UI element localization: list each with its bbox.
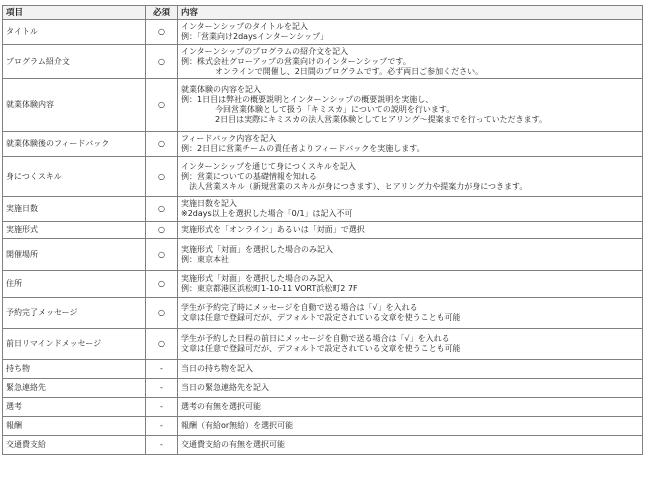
requirements-table [2, 5, 643, 455]
item-cell: 実施日数 [3, 197, 146, 222]
content-line: 実施日数を記入 [181, 199, 237, 208]
content-cell [178, 360, 643, 379]
item-cell: 前日リマインドメッセージ [3, 329, 146, 360]
content-cell [178, 329, 643, 360]
table-body [3, 20, 643, 455]
content-cell [178, 379, 643, 398]
content-cell [178, 398, 643, 417]
table-row [3, 298, 643, 329]
table-row [3, 157, 643, 197]
content-cell [178, 271, 643, 298]
table-row [3, 20, 643, 45]
table-row [3, 329, 643, 360]
content-cell [178, 79, 643, 132]
item-cell: 報酬 [3, 417, 146, 436]
required-cell: ○ [146, 45, 178, 79]
item-cell: 住所 [3, 271, 146, 298]
item-cell: 選考 [3, 398, 146, 417]
content-line: ※2days以上を選択した場合「0/1」は記入不可 [181, 209, 353, 218]
required-cell: ○ [146, 197, 178, 222]
content-cell [178, 132, 643, 157]
table-row [3, 79, 643, 132]
content-line: 報酬（有給or無給）を選択可能 [181, 421, 294, 430]
item-cell: 身につくスキル [3, 157, 146, 197]
content-line: 当日の緊急連絡先を記入 [181, 383, 269, 392]
table-row [3, 45, 643, 79]
content-line: 例：営業についての基礎情報を知れる [181, 171, 317, 181]
content-line: 実施形式「対面」を選択した場合のみ記入 [181, 244, 333, 254]
content-cell [178, 436, 643, 455]
required-cell: - [146, 379, 178, 398]
content-line: オンラインで開催し、2日間のプログラムです。必ず両日ご参加ください。 [215, 66, 484, 76]
content-line: 今回営業体験として扱う「キミスカ」についての説明を行います。 [215, 105, 455, 114]
content-line: 例：1日目は弊社の概要説明とインターンシップの概要説明を実施し、 [181, 95, 434, 104]
content-line: 選考の有無を選択可能 [181, 402, 261, 411]
content-line: インターンシップを通じて身につくスキルを記入 [181, 161, 356, 171]
table-row [3, 197, 643, 222]
content-line: 学生が予約した日程の前日にメッセージを自動で送る場合は「√」を入れる [181, 334, 450, 343]
required-cell: ○ [146, 298, 178, 329]
required-cell: - [146, 360, 178, 379]
table-row [3, 239, 643, 271]
item-cell: 緊急連絡先 [3, 379, 146, 398]
content-line: インターンシップのプログラムの紹介文を記入 [181, 46, 349, 56]
required-cell: ○ [146, 329, 178, 360]
content-line: 法人営業スキル（新規営業のスキルが身につきます）、ヒアリング力や提案力が身につきます。 [189, 181, 528, 191]
content-cell [178, 45, 643, 79]
required-cell: - [146, 398, 178, 417]
required-cell: ○ [146, 239, 178, 271]
content-line: 就業体験の内容を記入 [181, 85, 261, 94]
item-cell: 就業体験後のフィードバック [3, 132, 146, 157]
item-cell: 実施形式 [3, 222, 146, 239]
content-line: フィードバック内容を記入 [181, 134, 277, 143]
required-cell: ○ [146, 157, 178, 197]
table-row [3, 132, 643, 157]
header-item: 項目 [3, 6, 146, 20]
content-line: 当日の持ち物を記入 [181, 364, 253, 373]
item-cell: 就業体験内容 [3, 79, 146, 132]
content-line: 例：「営業向け2daysインターンシップ」 [181, 32, 329, 41]
table-header-row [3, 6, 643, 20]
content-line: 文章は任意で登録可だが、デフォルトで設定されている文章を使うことも可能 [181, 344, 461, 353]
table-row [3, 436, 643, 455]
header-content: 内容 [178, 6, 643, 20]
item-cell: 予約完了メッセージ [3, 298, 146, 329]
content-cell [178, 239, 643, 271]
table-row [3, 271, 643, 298]
content-line: 例：株式会社グローアップの営業向けのインターンシップです。 [181, 56, 411, 66]
item-cell: 交通費支給 [3, 436, 146, 455]
required-cell: - [146, 417, 178, 436]
header-required: 必須 [146, 6, 178, 20]
content-line: 交通費支給の有無を選択可能 [181, 440, 285, 449]
content-cell [178, 298, 643, 329]
required-cell: - [146, 436, 178, 455]
required-cell: ○ [146, 20, 178, 45]
required-cell: ○ [146, 222, 178, 239]
table-row [3, 398, 643, 417]
content-line: 実施形式を「オンライン」あるいは「対面」で選択 [181, 225, 365, 234]
content-line: 例：東京都港区浜松町1-10-11 VORT浜松町2 7F [181, 284, 358, 293]
content-line: 文章は任意で登録可だが、デフォルトで設定されている文章を使うことも可能 [181, 313, 461, 322]
content-cell [178, 20, 643, 45]
item-cell: 開催場所 [3, 239, 146, 271]
content-line: 例：2日目に営業チームの責任者よりフィードバックを実施します。 [181, 144, 425, 153]
content-line: 実施形式「対面」を選択した場合のみ記入 [181, 274, 333, 283]
item-cell: プログラム紹介文 [3, 45, 146, 79]
content-line: 学生が予約完了時にメッセージを自動で送る場合は「√」を入れる [181, 303, 418, 312]
content-cell [178, 197, 643, 222]
table-row [3, 417, 643, 436]
item-cell: 持ち物 [3, 360, 146, 379]
content-line: インターンシップのタイトルを記入 [181, 22, 308, 31]
content-cell [178, 222, 643, 239]
table-row [3, 222, 643, 239]
content-cell [178, 417, 643, 436]
table-row [3, 360, 643, 379]
required-cell: ○ [146, 132, 178, 157]
required-cell: ○ [146, 79, 178, 132]
content-line: 例：東京本社 [181, 254, 229, 264]
required-cell: ○ [146, 271, 178, 298]
content-cell [178, 157, 643, 197]
content-line: 2日目は実際にキミスカの法人営業体験としてヒアリング〜提案までを行っていただきます。 [215, 115, 547, 124]
table-row [3, 379, 643, 398]
item-cell: タイトル [3, 20, 146, 45]
